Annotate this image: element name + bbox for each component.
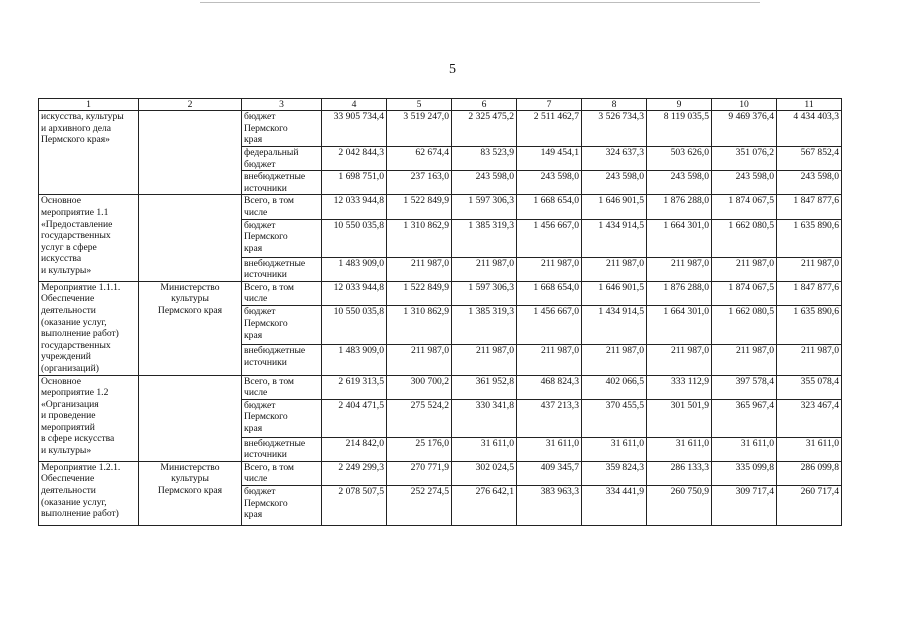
amount-cell: 402 066,5 <box>582 375 647 399</box>
amount-cell: 1 876 288,0 <box>647 281 712 306</box>
column-header: 9 <box>647 99 712 111</box>
amount-cell: 243 598,0 <box>777 171 842 195</box>
amount-cell: 211 987,0 <box>582 344 647 375</box>
table-row <box>39 195 842 219</box>
amount-cell: 4 434 403,3 <box>777 111 842 147</box>
amount-cell: 1 385 319,3 <box>452 219 517 257</box>
amount-cell: 8 119 035,5 <box>647 111 712 147</box>
amount-cell: 1 456 667,0 <box>517 219 582 257</box>
funding-source-cell: бюджет Пермского края <box>242 306 322 345</box>
column-header: 4 <box>322 99 387 111</box>
amount-cell: 211 987,0 <box>387 344 452 375</box>
funding-source-cell: федеральный бюджет <box>242 147 322 171</box>
responsible-agency-cell: Министерство культуры Пермского края <box>139 461 242 525</box>
amount-cell: 324 637,3 <box>582 147 647 171</box>
table-row <box>39 281 842 306</box>
responsible-agency-cell: Министерство культуры Пермского края <box>139 281 242 375</box>
amount-cell: 383 963,3 <box>517 486 582 526</box>
amount-cell: 12 033 944,8 <box>322 195 387 219</box>
amount-cell: 2 619 313,5 <box>322 375 387 399</box>
amount-cell: 211 987,0 <box>647 257 712 281</box>
funding-source-cell: бюджет Пермского края <box>242 486 322 526</box>
amount-cell: 1 847 877,6 <box>777 195 842 219</box>
table-row <box>39 111 842 147</box>
funding-source-cell: Всего, в том числе <box>242 281 322 306</box>
amount-cell: 9 469 376,4 <box>712 111 777 147</box>
amount-cell: 300 700,2 <box>387 375 452 399</box>
amount-cell: 275 524,2 <box>387 399 452 437</box>
column-header: 8 <box>582 99 647 111</box>
amount-cell: 260 750,9 <box>647 486 712 526</box>
amount-cell: 351 076,2 <box>712 147 777 171</box>
amount-cell: 31 611,0 <box>777 437 842 461</box>
amount-cell: 397 578,4 <box>712 375 777 399</box>
amount-cell: 1 310 862,9 <box>387 219 452 257</box>
amount-cell: 1 522 849,9 <box>387 195 452 219</box>
amount-cell: 2 249 299,3 <box>322 461 387 485</box>
amount-cell: 1 597 306,3 <box>452 195 517 219</box>
amount-cell: 2 078 507,5 <box>322 486 387 526</box>
funding-source-cell: Всего, в том числе <box>242 195 322 219</box>
amount-cell: 361 952,8 <box>452 375 517 399</box>
amount-cell: 1 664 301,0 <box>647 306 712 345</box>
table-row <box>39 461 842 485</box>
amount-cell: 149 454,1 <box>517 147 582 171</box>
amount-cell: 302 024,5 <box>452 461 517 485</box>
activity-name-cell: Мероприятие 1.2.1. Обеспечение деятельности (оказание услуг, выполнение работ) <box>39 461 139 525</box>
amount-cell: 409 345,7 <box>517 461 582 485</box>
amount-cell: 1 434 914,5 <box>582 219 647 257</box>
amount-cell: 365 967,4 <box>712 399 777 437</box>
budget-table <box>38 98 842 526</box>
amount-cell: 243 598,0 <box>712 171 777 195</box>
amount-cell: 286 133,3 <box>647 461 712 485</box>
amount-cell: 1 662 080,5 <box>712 306 777 345</box>
amount-cell: 31 611,0 <box>517 437 582 461</box>
funding-source-cell: бюджет Пермского края <box>242 219 322 257</box>
amount-cell: 437 213,3 <box>517 399 582 437</box>
amount-cell: 1 635 890,6 <box>777 306 842 345</box>
top-edge-line <box>200 2 760 3</box>
funding-source-cell: Всего, в том числе <box>242 461 322 485</box>
amount-cell: 243 598,0 <box>517 171 582 195</box>
amount-cell: 323 467,4 <box>777 399 842 437</box>
amount-cell: 1 483 909,0 <box>322 257 387 281</box>
amount-cell: 252 274,5 <box>387 486 452 526</box>
amount-cell: 355 078,4 <box>777 375 842 399</box>
amount-cell: 211 987,0 <box>777 257 842 281</box>
amount-cell: 10 550 035,8 <box>322 306 387 345</box>
table-header-row <box>39 99 842 111</box>
responsible-agency-cell <box>139 111 242 195</box>
amount-cell: 33 905 734,4 <box>322 111 387 147</box>
amount-cell: 2 404 471,5 <box>322 399 387 437</box>
amount-cell: 211 987,0 <box>517 344 582 375</box>
amount-cell: 260 717,4 <box>777 486 842 526</box>
amount-cell: 1 876 288,0 <box>647 195 712 219</box>
amount-cell: 309 717,4 <box>712 486 777 526</box>
amount-cell: 31 611,0 <box>647 437 712 461</box>
amount-cell: 237 163,0 <box>387 171 452 195</box>
amount-cell: 211 987,0 <box>647 344 712 375</box>
funding-source-cell: внебюджетные источники <box>242 437 322 461</box>
column-header: 3 <box>242 99 322 111</box>
amount-cell: 1 847 877,6 <box>777 281 842 306</box>
amount-cell: 1 664 301,0 <box>647 219 712 257</box>
activity-name-cell: искусства, культуры и архивного дела Пермского края» <box>39 111 139 195</box>
amount-cell: 335 099,8 <box>712 461 777 485</box>
activity-name-cell: Мероприятие 1.1.1. Обеспечение деятельности (оказание услуг, выполнение работ) государственных учреждений (организаций) <box>39 281 139 375</box>
table-row <box>39 375 842 399</box>
amount-cell: 567 852,4 <box>777 147 842 171</box>
funding-source-cell: внебюджетные источники <box>242 344 322 375</box>
amount-cell: 211 987,0 <box>712 257 777 281</box>
amount-cell: 83 523,9 <box>452 147 517 171</box>
amount-cell: 31 611,0 <box>452 437 517 461</box>
responsible-agency-cell <box>139 375 242 461</box>
amount-cell: 1 698 751,0 <box>322 171 387 195</box>
amount-cell: 1 385 319,3 <box>452 306 517 345</box>
amount-cell: 1 456 667,0 <box>517 306 582 345</box>
amount-cell: 1 646 901,5 <box>582 281 647 306</box>
amount-cell: 243 598,0 <box>582 171 647 195</box>
activity-name-cell: Основное мероприятие 1.1 «Предоставление государственных услуг в сфере искусства и культуры» <box>39 195 139 281</box>
amount-cell: 1 874 067,5 <box>712 195 777 219</box>
column-header: 5 <box>387 99 452 111</box>
amount-cell: 12 033 944,8 <box>322 281 387 306</box>
amount-cell: 270 771,9 <box>387 461 452 485</box>
column-header: 10 <box>712 99 777 111</box>
amount-cell: 211 987,0 <box>712 344 777 375</box>
page-number: 5 <box>449 62 456 77</box>
amount-cell: 3 526 734,3 <box>582 111 647 147</box>
amount-cell: 211 987,0 <box>452 257 517 281</box>
amount-cell: 1 635 890,6 <box>777 219 842 257</box>
amount-cell: 211 987,0 <box>777 344 842 375</box>
column-header: 11 <box>777 99 842 111</box>
table-body <box>39 99 842 526</box>
amount-cell: 334 441,9 <box>582 486 647 526</box>
amount-cell: 301 501,9 <box>647 399 712 437</box>
amount-cell: 2 511 462,7 <box>517 111 582 147</box>
amount-cell: 1 874 067,5 <box>712 281 777 306</box>
amount-cell: 211 987,0 <box>517 257 582 281</box>
amount-cell: 370 455,5 <box>582 399 647 437</box>
funding-source-cell: бюджет Пермского края <box>242 399 322 437</box>
amount-cell: 25 176,0 <box>387 437 452 461</box>
amount-cell: 243 598,0 <box>452 171 517 195</box>
amount-cell: 1 646 901,5 <box>582 195 647 219</box>
amount-cell: 1 483 909,0 <box>322 344 387 375</box>
amount-cell: 286 099,8 <box>777 461 842 485</box>
amount-cell: 503 626,0 <box>647 147 712 171</box>
amount-cell: 333 112,9 <box>647 375 712 399</box>
amount-cell: 31 611,0 <box>582 437 647 461</box>
column-header: 7 <box>517 99 582 111</box>
amount-cell: 468 824,3 <box>517 375 582 399</box>
amount-cell: 211 987,0 <box>582 257 647 281</box>
amount-cell: 31 611,0 <box>712 437 777 461</box>
amount-cell: 1 668 654,0 <box>517 195 582 219</box>
amount-cell: 214 842,0 <box>322 437 387 461</box>
funding-source-cell: внебюджетные источники <box>242 171 322 195</box>
amount-cell: 330 341,8 <box>452 399 517 437</box>
amount-cell: 10 550 035,8 <box>322 219 387 257</box>
amount-cell: 1 522 849,9 <box>387 281 452 306</box>
amount-cell: 243 598,0 <box>647 171 712 195</box>
funding-source-cell: Всего, в том числе <box>242 375 322 399</box>
amount-cell: 359 824,3 <box>582 461 647 485</box>
amount-cell: 1 662 080,5 <box>712 219 777 257</box>
column-header: 2 <box>139 99 242 111</box>
amount-cell: 1 310 862,9 <box>387 306 452 345</box>
amount-cell: 1 597 306,3 <box>452 281 517 306</box>
amount-cell: 211 987,0 <box>452 344 517 375</box>
column-header: 6 <box>452 99 517 111</box>
amount-cell: 62 674,4 <box>387 147 452 171</box>
amount-cell: 2 042 844,3 <box>322 147 387 171</box>
amount-cell: 3 519 247,0 <box>387 111 452 147</box>
activity-name-cell: Основное мероприятие 1.2 «Организация и проведение мероприятий в сфере искусства и культуры» <box>39 375 139 461</box>
funding-source-cell: внебюджетные источники <box>242 257 322 281</box>
column-header: 1 <box>39 99 139 111</box>
responsible-agency-cell <box>139 195 242 281</box>
amount-cell: 276 642,1 <box>452 486 517 526</box>
amount-cell: 2 325 475,2 <box>452 111 517 147</box>
funding-source-cell: бюджет Пермского края <box>242 111 322 147</box>
amount-cell: 1 434 914,5 <box>582 306 647 345</box>
amount-cell: 211 987,0 <box>387 257 452 281</box>
amount-cell: 1 668 654,0 <box>517 281 582 306</box>
